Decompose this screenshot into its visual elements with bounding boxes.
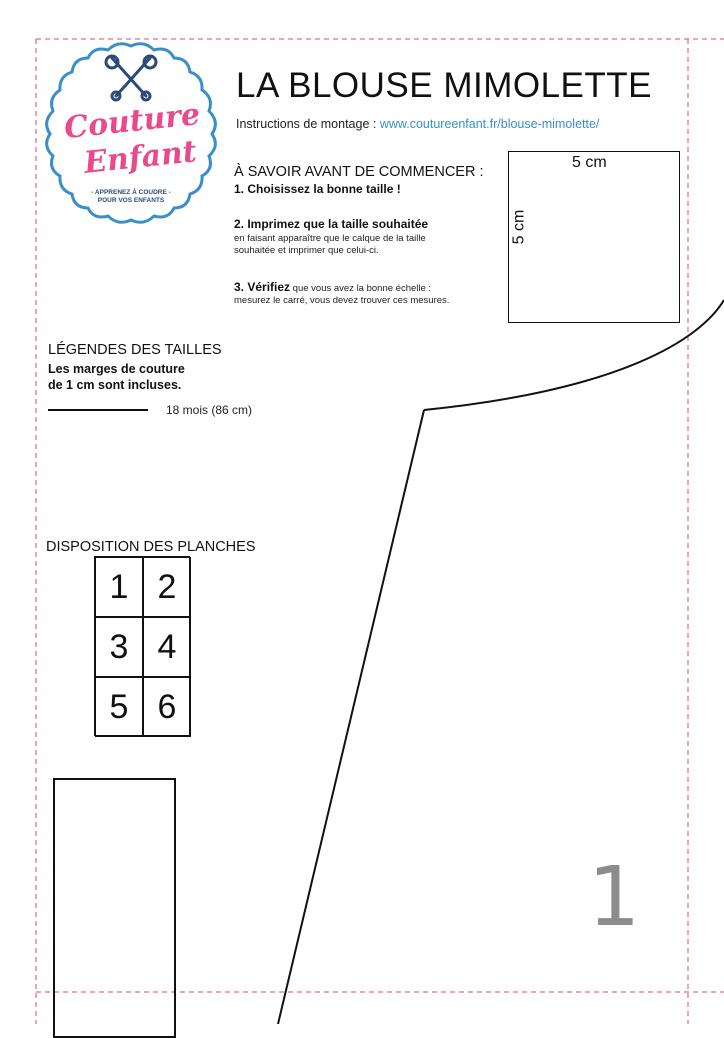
legend-title: LÉGENDES DES TAILLES (48, 342, 222, 358)
scale-height-label: 5 cm (510, 209, 528, 245)
page-title: LA BLOUSE MIMOLETTE (236, 66, 652, 105)
step3-bold: 3. Vérifiez (234, 280, 291, 294)
sheet-cell: 3 (95, 617, 143, 677)
page-number: 1 (588, 850, 641, 945)
sheet-cell: 4 (143, 617, 191, 677)
legend-size-label: 18 mois (86 cm) (166, 403, 253, 417)
scale-width-label: 5 cm (572, 154, 607, 171)
logo-line2: Enfant (82, 134, 199, 181)
legend-size-line (48, 409, 148, 411)
logo-line1: Couture (62, 96, 202, 147)
step2-line1: en faisant apparaître que le calque de la taille (234, 233, 426, 244)
step3-line2: mesurez le carré, vous devez trouver ces mesures. (234, 295, 450, 306)
couture-enfant-logo (36, 40, 226, 226)
step2-line2: souhaitée et imprimer que celui-ci. (234, 245, 379, 256)
pattern-piece-rect (53, 778, 176, 1038)
instructions-link[interactable]: www.coutureenfant.fr/blouse-mimolette/ (379, 117, 600, 131)
sheet-cell: 2 (143, 557, 191, 617)
logo-tagline1: - APPRENEZ À COUDRE - (91, 189, 171, 196)
instructions-line (236, 117, 599, 131)
scale-square (508, 151, 680, 323)
legend-note (48, 361, 185, 393)
legend-note-line2: de 1 cm sont incluses. (48, 378, 182, 392)
logo-tagline2: POUR VOS ENFANTS (97, 197, 165, 204)
step1-text: 1. Choisissez la bonne taille ! (234, 182, 401, 196)
sheet-layout-grid (94, 556, 190, 736)
pattern-side-seam (278, 410, 424, 1024)
disposition-title: DISPOSITION DES PLANCHES (46, 539, 256, 555)
sheet-cell: 6 (143, 677, 191, 737)
step3-rest: que vous avez la bonne échelle : (290, 283, 432, 294)
instructions-label: Instructions de montage : (236, 117, 380, 131)
step2-title: 2. Imprimez que la taille souhaitée (234, 217, 429, 231)
sheet-cell: 1 (95, 557, 143, 617)
avant-heading: À SAVOIR AVANT DE COMMENCER : (234, 164, 484, 180)
legend-note-line1: Les marges de couture (48, 362, 185, 376)
step3-line1 (234, 281, 431, 295)
sheet-cell: 5 (95, 677, 143, 737)
